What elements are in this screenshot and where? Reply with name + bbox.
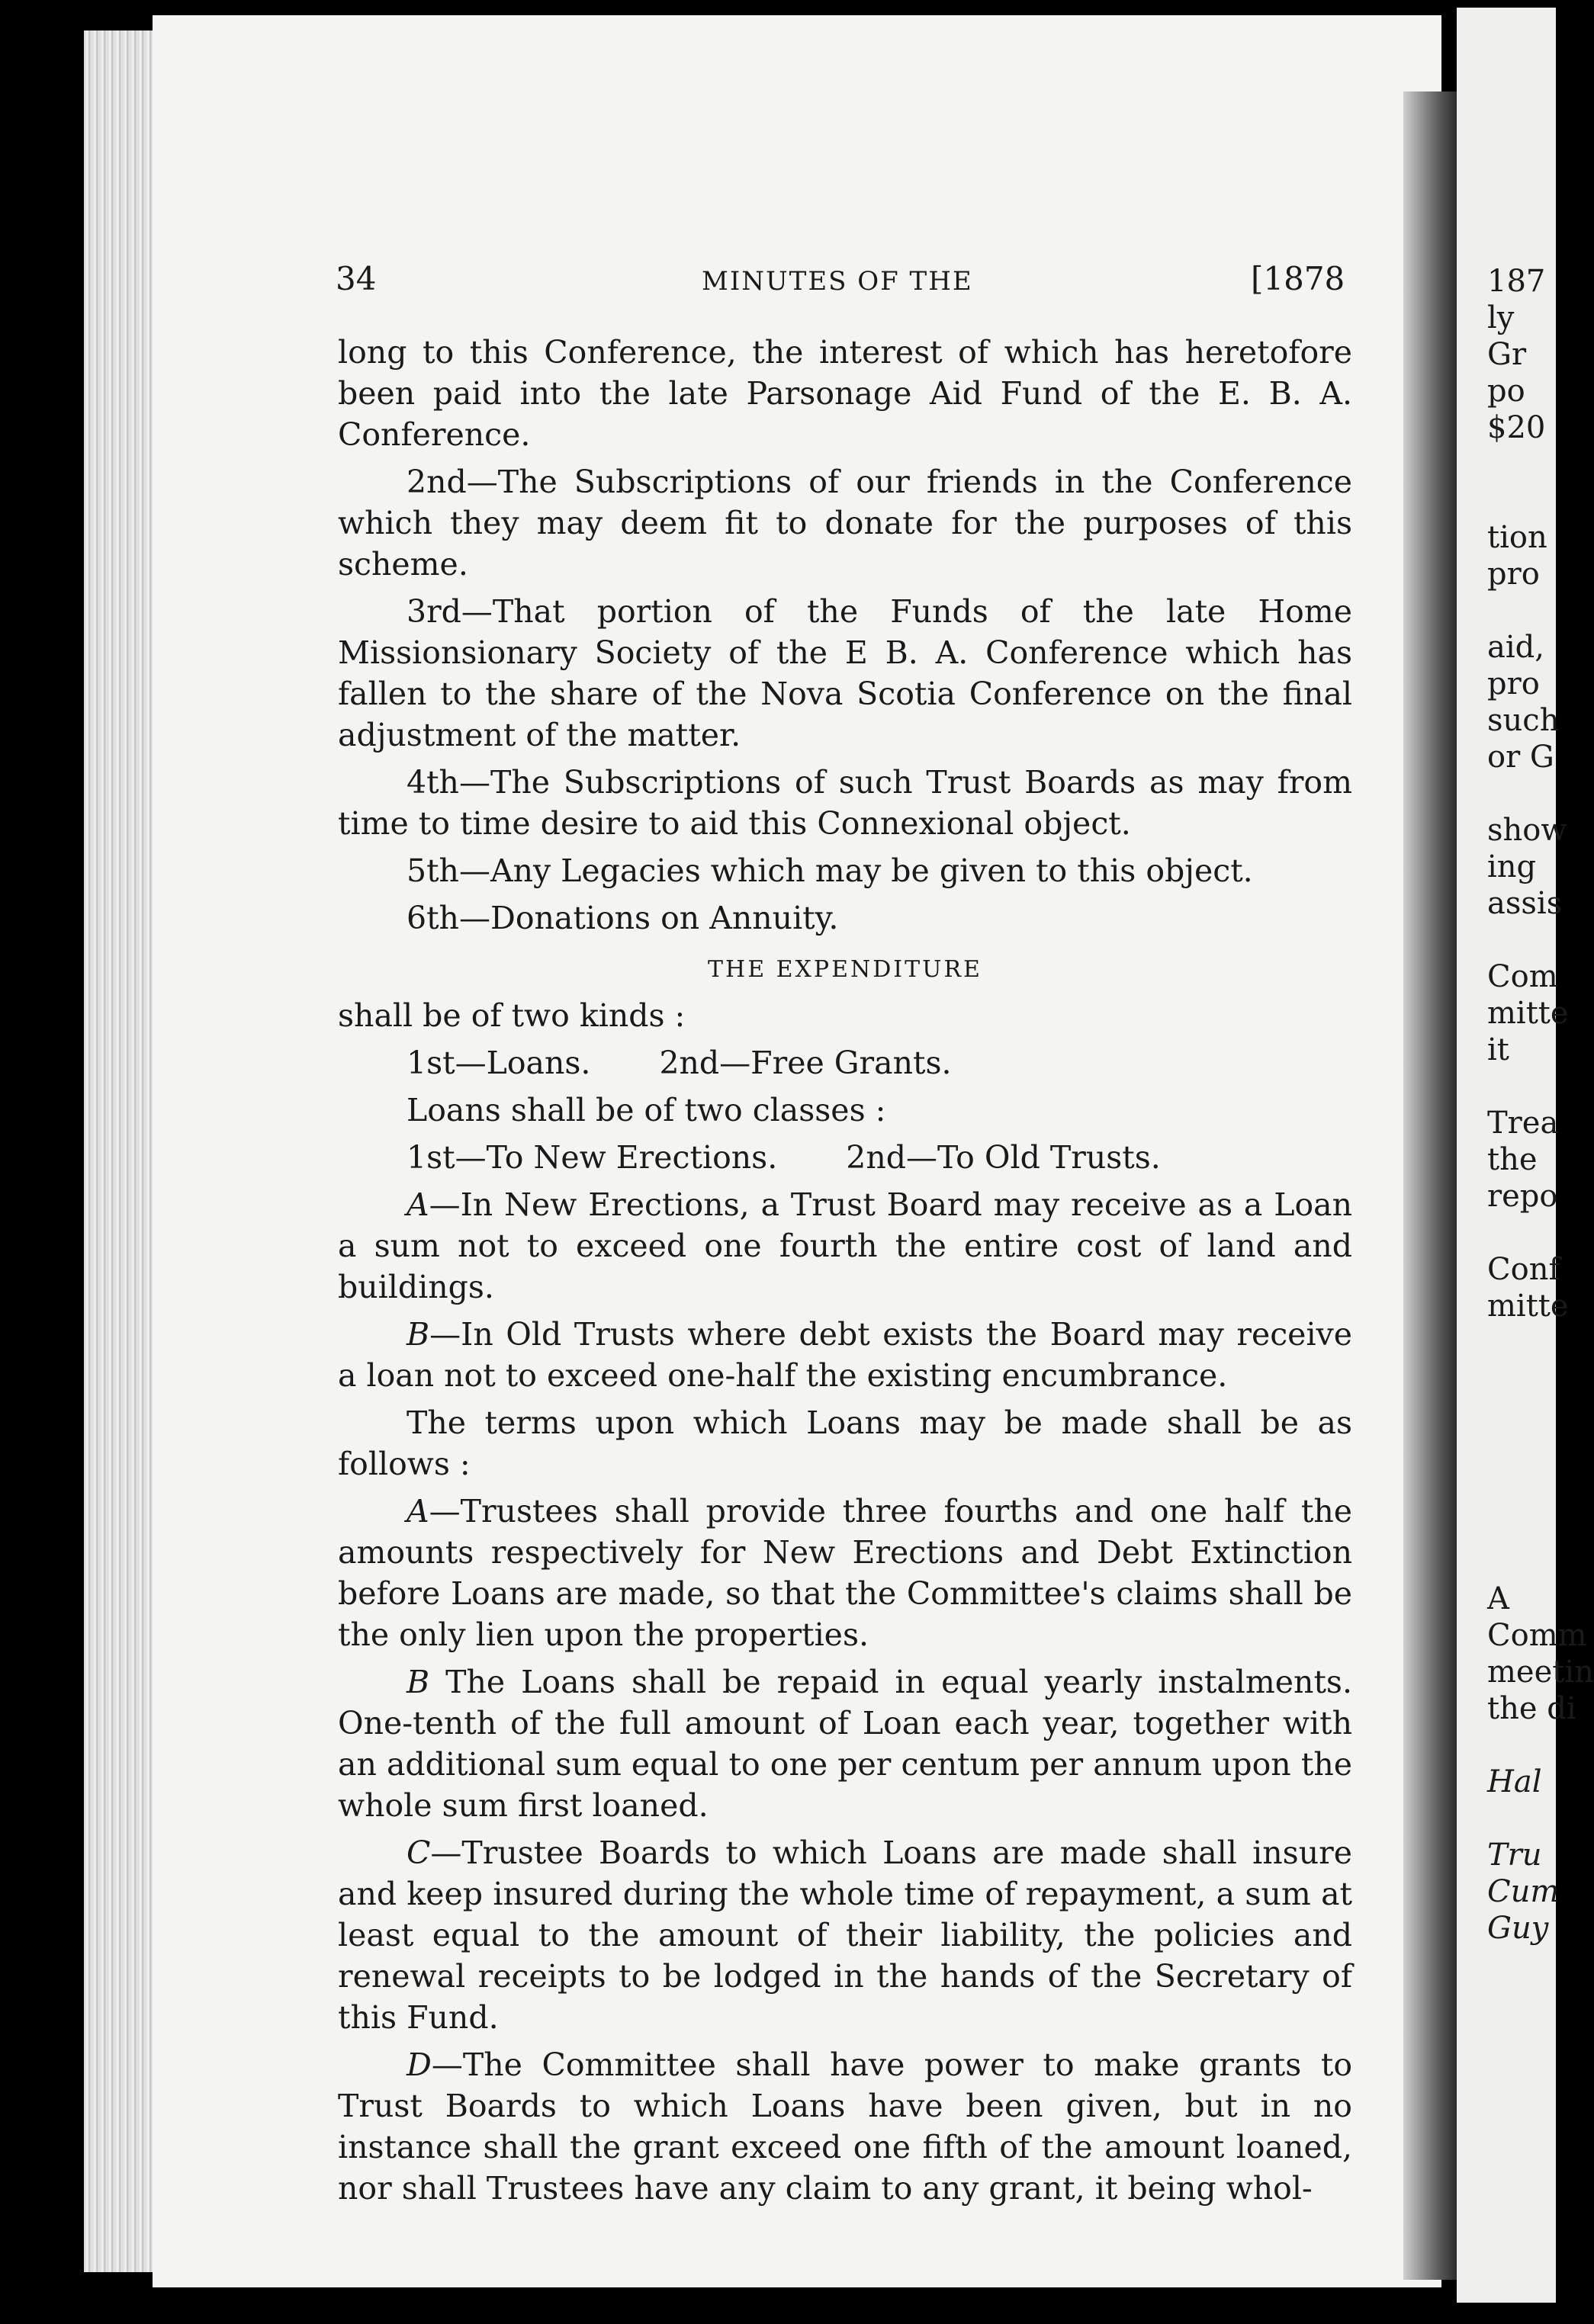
page-body: [338, 332, 1352, 2215]
clause-paragraph: [338, 1491, 1352, 1655]
right-page-fragment: Guy: [1487, 1911, 1549, 1946]
clause-label: C: [407, 1834, 431, 1871]
right-page-fragment: [1487, 922, 1556, 958]
right-page-fragment: [1487, 1800, 1556, 1837]
right-page-fragment: [1487, 1361, 1556, 1398]
right-page-fragment: po: [1487, 374, 1525, 409]
right-page-fragment: [1487, 1471, 1556, 1507]
right-page-fragment: it: [1487, 1032, 1509, 1067]
paragraph: long to this Conference, the interest of which has heretofore been paid into the late Parsonage Aid Fund of the E. B. A. Conference.: [338, 334, 1352, 453]
right-page-fragment: pro: [1487, 557, 1540, 592]
classes-line: [407, 1137, 1352, 1178]
right-page-fragment: Trea: [1487, 1106, 1559, 1141]
clause-text: —Trustee Boards to which Loans are made shall insure and keep insured during the whole time of repayment, a sum at least equal to the amount of their liability, the policies and renewal receipts to be lodged in the hands of the Secretary of this Fund.: [338, 1834, 1352, 2036]
clause-label: A: [407, 1493, 429, 1530]
right-page-fragment: [1487, 446, 1556, 483]
clause-paragraph: [338, 2044, 1352, 2209]
paragraph: shall be of two kinds :: [338, 997, 686, 1034]
clause-paragraph: [338, 1314, 1352, 1396]
clause-paragraph: [338, 1661, 1352, 1826]
paragraph: 2nd—The Subscriptions of our friends in the Conference which they may deem fit to donate for the purposes of this scheme.: [338, 464, 1352, 583]
right-page-fragment: repo: [1487, 1179, 1558, 1214]
right-page-fragment: aid,: [1487, 630, 1544, 665]
kind-loans: 1st—Loans.: [407, 1045, 591, 1081]
right-page-fragment: the di: [1487, 1691, 1576, 1726]
paragraph: 4th—The Subscriptions of such Trust Boards as may from time to time desire to aid this Connexional object.: [338, 764, 1352, 842]
clause-label: D: [407, 2046, 432, 2083]
clause-label: B: [407, 1316, 430, 1353]
right-page-fragment: the: [1487, 1142, 1538, 1177]
paragraph: 6th—Donations on Annuity.: [407, 900, 839, 936]
right-page-fragment: [1487, 1068, 1556, 1105]
section-heading: THE EXPENDITURE: [708, 956, 982, 983]
class-new-erections: 1st—To New Erections.: [407, 1139, 778, 1176]
right-page-fragment: [1487, 1727, 1556, 1764]
right-page-text-fragments: [1487, 263, 1594, 1947]
clause-paragraph: [338, 1184, 1352, 1308]
paragraph: The terms upon which Loans may be made shall be as follows :: [338, 1404, 1352, 1482]
page-number: 34: [336, 260, 377, 297]
right-page-fragment: Hal: [1487, 1764, 1542, 1799]
clause-text: —The Committee shall have power to make grants to Trust Boards to which Loans have been given, but in no instance shall the grant exceed one fifth of the amount loaned, nor shall Trustees have any claim to any grant, it being whol-: [338, 2046, 1352, 2207]
right-page-fragment: mitte: [1487, 1289, 1569, 1324]
right-page-fragment: mitte: [1487, 996, 1569, 1031]
right-page-fragment: $20: [1487, 410, 1546, 445]
clause-label: B: [407, 1664, 430, 1700]
right-page-fragment: pro: [1487, 666, 1540, 701]
paragraph: 5th—Any Legacies which may be given to this object.: [407, 852, 1253, 889]
kinds-line: [407, 1042, 1352, 1083]
right-page-fragment: Gr: [1487, 337, 1527, 372]
right-page-fragment: tion: [1487, 520, 1547, 555]
right-page-fragment: [1487, 592, 1556, 629]
right-page-fragment: [1487, 1434, 1556, 1471]
book-gutter: [1403, 91, 1457, 2280]
right-page-fragment: Comm: [1487, 1618, 1587, 1653]
right-page-fragment: Cum: [1487, 1874, 1560, 1909]
right-page-fragment: [1487, 1544, 1556, 1581]
clause-text: —In Old Trusts where debt exists the Board may receive a loan not to exceed one-half the existing encumbrance.: [338, 1316, 1352, 1394]
paragraph: 3rd—That portion of the Funds of the late Home Missionsionary Society of the E B. A. Conference which has fallen to the share of the Nova Scotia Conference on the final adjustment of the matter.: [338, 593, 1352, 753]
right-page-fragment: Com: [1487, 959, 1558, 994]
right-page-fragment: ing: [1487, 849, 1537, 884]
right-page-fragment: [1487, 1507, 1556, 1544]
running-title: MINUTES OF THE: [702, 266, 973, 297]
right-page-fragment: [1487, 775, 1556, 812]
right-page-fragment: Conf: [1487, 1252, 1560, 1287]
clause-text: The Loans shall be repaid in equal yearly instalments. One-tenth of the full amount of Loan each year, together with an additional sum equal to one per centum per annum upon the whole sum first loaned.: [338, 1664, 1352, 1824]
clause-paragraph: [338, 1832, 1352, 2038]
right-page-fragment: meetin: [1487, 1655, 1594, 1690]
right-page-fragment: [1487, 1398, 1556, 1434]
header-year: [1878: [1251, 260, 1345, 297]
right-page-fragment: such: [1487, 703, 1560, 738]
right-page-fragment: A: [1487, 1581, 1509, 1616]
right-page-fragment: Tru: [1487, 1838, 1542, 1873]
paragraph: Loans shall be of two classes :: [407, 1092, 886, 1128]
right-page-fragment: [1487, 1215, 1556, 1251]
right-page-fragment: [1487, 483, 1556, 519]
right-page-fragment: or G: [1487, 740, 1554, 775]
right-page-fragment: ly: [1487, 300, 1515, 335]
clause-text: —In New Erections, a Trust Board may receive as a Loan a sum not to exceed one fourth the entire cost of land and buildings.: [338, 1186, 1352, 1305]
clause-text: —Trustees shall provide three fourths and one half the amounts respectively for New Erections and Debt Extinction before Loans are made, so that the Committee's claims shall be the only lien upon the properties.: [338, 1493, 1352, 1653]
right-page-fragment: assis: [1487, 886, 1563, 921]
kind-free-grants: 2nd—Free Grants.: [659, 1045, 952, 1081]
right-page-fragment: [1487, 1324, 1556, 1361]
right-page-fragment: show: [1487, 813, 1567, 848]
class-old-trusts: 2nd—To Old Trusts.: [846, 1139, 1161, 1176]
clause-label: A: [407, 1186, 429, 1223]
right-page-fragment: 187: [1487, 264, 1546, 299]
